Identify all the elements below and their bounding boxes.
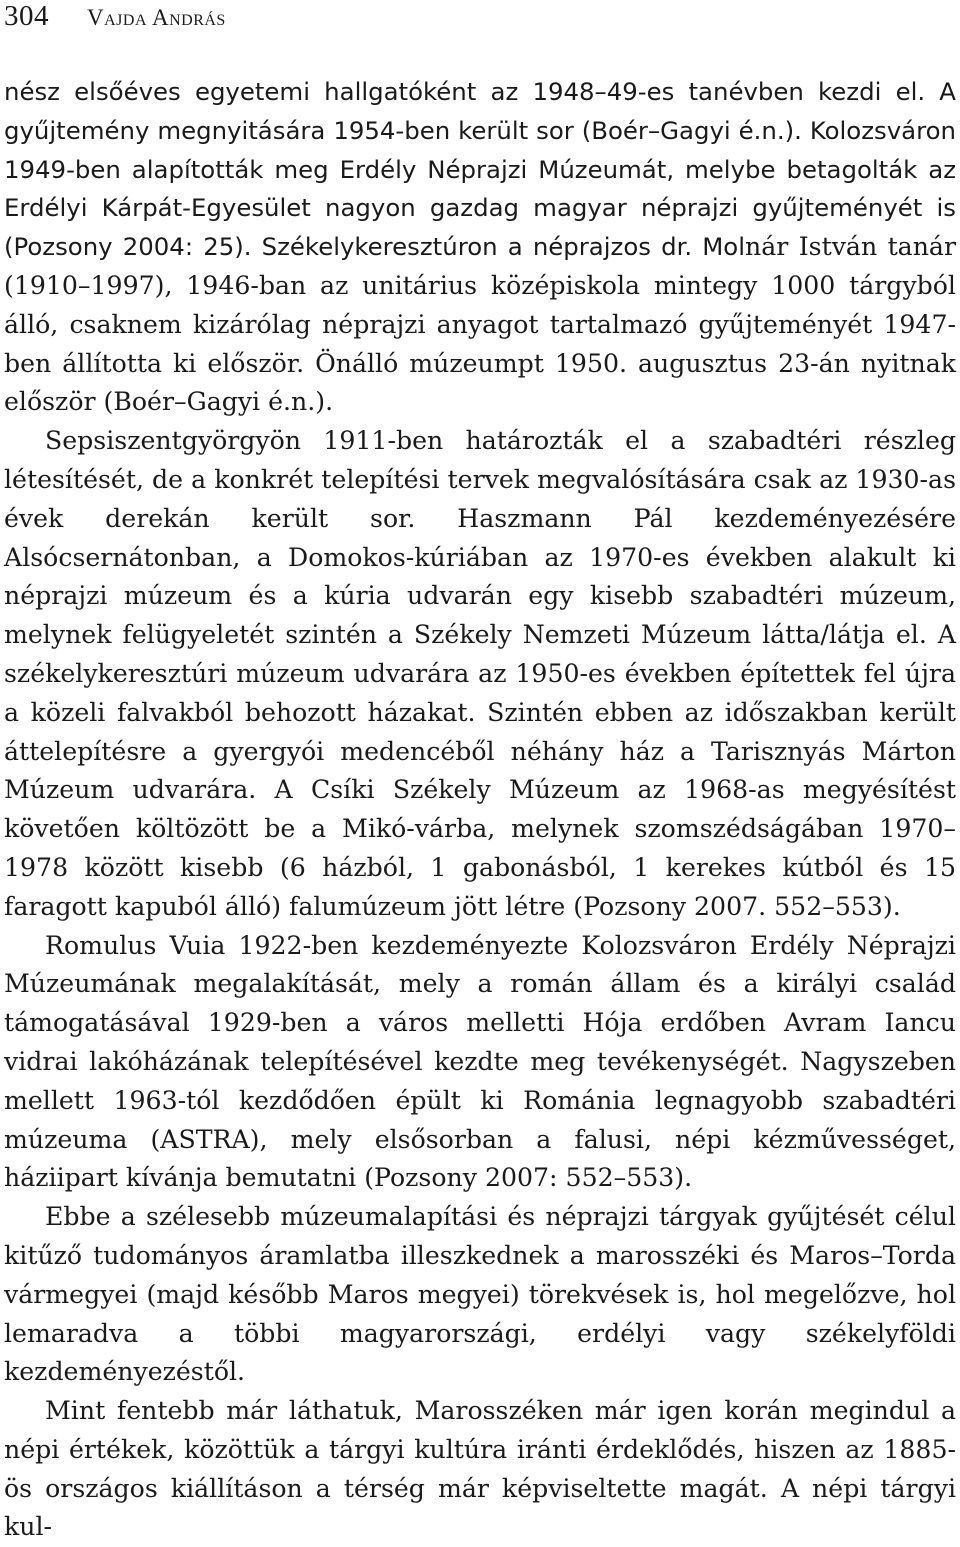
paragraph [4,927,956,1199]
paragraph-segment: Romulus Vuia 1922-ben kezdeményezte Kolozsváron Erdély Néprajzi Múzeumának megalakítását, mely a román állam és a királyi család támogatásával 1929-ben a város melletti Hója erdőben Avram Iancu vidrai lakóházának telepítésével kezdte meg tevékenységét. Nagyszeben mellett 1963-tól kezdődően épült ki Románia legnagyobb szabadtéri múzeuma (ASTRA), mely elsősorban a falusi, népi kézművességet, háziipart kívánja bemutatni (Pozsony 2007: 552–553). [4,930,956,1193]
paragraph-segment: Mint fentebb már láthatuk, Marosszéken már igen korán megindul a népi értékek, közöttük a tárgyi kultúra iránti érdeklődés, hiszen az 1885-ös országos kiállításon a térség már képviseltette magát. A népi tárgyi kul- [4,1396,956,1542]
paragraph-segment: Sepsiszentgyörgyön 1911-ben határozták el a szabadtéri részleg létesítését, de a konkrét telepítési tervek megvalósítására csak az 1930-as évek derekán került sor. Haszmann Pál kezdeményezésére Alsócsernátonban, a Domokos-kúriában az 1970-es években alakult ki néprajzi múzeum és a kúria udvarán egy kisebb szabadtéri múzeum, melynek felügyeletét szintén a Székely Nemzeti Múzeum látta/látja el. A székelykeresztúri múzeum udvarára az 1950-es években építettek fel újra a közeli falvakból behozott házakat. Szintén ebben az időszakban került áttelepítésre a gyergyói medencéből néhány ház a Tarisznyás Márton Múzeum udvarára. A Csíki Székely Múzeum az 1968-as megyésítést követően költözött be a Mikó-várba, melynek szomszédságában 1970–1978 között kisebb (6 házból, 1 gabonásból, 1 kerekes kútból és 15 faragott kapuból álló) falumúzeum jött létre (Pozsony 2007. 552–553). [4,426,956,921]
paragraph [4,1198,956,1392]
paragraph-segment: nár István tanár (1910–1997), 1946-ban az unitárius középiskola mintegy 1000 tárgyból álló, csaknem kizárólag néprajzi anyagot tartalmazó gyűjteményét 1947-ben állította ki először. Önálló múzeumpt 1950. augusztus 23-án nyitnak először (Boér–Gagyi é.n.). [4,232,956,417]
page-number: 304 [4,0,49,32]
paragraph [4,1392,956,1547]
paragraph [4,422,956,926]
paragraph [4,73,956,422]
body-text [4,73,956,1547]
running-author: Vajda András [87,5,226,30]
paragraph-segment: Ebbe a szélesebb múzeumalapítási és néprajzi tárgyak gyűjtését célul kitűző tudományos áramlatba illeszkednek a marosszéki és Maros–Torda vármegyei (majd később Maros megyei) törekvések is, hol megelőzve, hol lemaradva a többi magyarországi, erdélyi vagy székelyföldi kezdeményezéstől. [4,1202,956,1387]
running-header [4,0,956,40]
paragraph-segment: nész elsőéves egyetemi hallgatóként az 1948–49-es tanévben kezdi el. A gyűjtemény megnyitására 1954-ben került sor (Boér–Gagyi é.n.). Kolozsváron 1949-ben alapították meg Erdély Néprajzi Múzeumát, melybe betagolták az Erdélyi Kárpát-Egyesület nagyon gazdag magyar néprajzi gyűjteményét is (Pozsony 2004: 25). Székelykeresztúron a néprajzos dr. Mol [4,77,956,262]
